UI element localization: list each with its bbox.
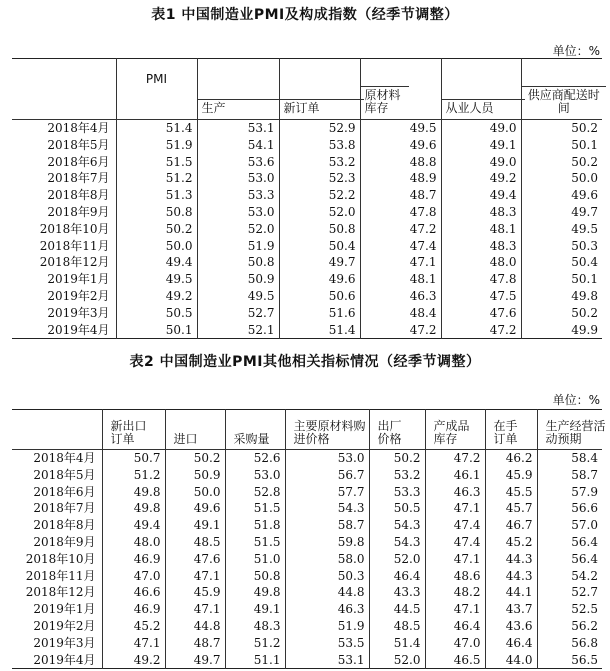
table-cell: 46.4	[425, 618, 485, 635]
table-row	[12, 652, 602, 669]
table-cell: 43.7	[485, 601, 537, 618]
table-cell: 57.9	[537, 484, 602, 501]
table1-col-header: 供应商配送时间	[521, 59, 602, 120]
table-cell: 58.7	[537, 467, 602, 484]
table-row	[12, 204, 602, 221]
table-cell: 46.3	[285, 601, 369, 618]
table-cell: 50.2	[521, 120, 602, 137]
table-cell: 51.9	[116, 137, 197, 154]
row-label: 2019年3月	[33, 635, 96, 650]
table-cell: 50.1	[521, 137, 602, 154]
table-cell: 46.5	[425, 652, 485, 669]
table-cell: 48.3	[441, 204, 521, 221]
table-cell: 50.3	[285, 568, 369, 585]
table-row	[12, 534, 602, 551]
table-cell: 52.9	[279, 120, 360, 137]
table1-col-header: 从业人员	[441, 59, 521, 120]
table-cell: 44.3	[485, 551, 537, 568]
table-cell: 54.1	[197, 137, 279, 154]
row-label: 2018年11月	[39, 238, 110, 253]
table-cell: 52.0	[369, 652, 425, 669]
table-cell: 44.5	[369, 601, 425, 618]
table-cell: 59.8	[285, 534, 369, 551]
row-label: 2019年2月	[47, 288, 110, 303]
table-cell: 46.4	[369, 568, 425, 585]
table-cell: 56.4	[537, 551, 602, 568]
table-cell: 56.4	[537, 534, 602, 551]
table-cell: 47.1	[102, 635, 165, 652]
table-cell: 48.9	[360, 170, 441, 187]
table-row	[12, 288, 602, 305]
table-cell: 53.3	[369, 484, 425, 501]
row-label: 2019年3月	[47, 305, 110, 320]
row-label: 2019年4月	[33, 652, 96, 667]
table-cell: 45.9	[485, 467, 537, 484]
table-cell: 48.0	[441, 254, 521, 271]
table-cell: 51.5	[225, 500, 285, 517]
table-cell: 54.3	[285, 500, 369, 517]
table-cell: 52.1	[197, 322, 279, 339]
table-cell: 51.9	[285, 618, 369, 635]
table-cell: 51.4	[279, 322, 360, 339]
table-cell: 49.5	[360, 120, 441, 137]
table-cell: 47.1	[425, 601, 485, 618]
table-cell: 49.2	[441, 170, 521, 187]
table-cell: 53.5	[285, 635, 369, 652]
table-cell: 52.6	[225, 450, 285, 467]
table-cell: 56.6	[537, 500, 602, 517]
table-cell: 54.3	[369, 534, 425, 551]
table-row	[12, 584, 602, 601]
table-cell: 50.1	[521, 271, 602, 288]
table-cell: 46.9	[102, 551, 165, 568]
table-cell: 47.1	[360, 254, 441, 271]
table-cell: 48.3	[441, 238, 521, 255]
table-cell: 53.1	[285, 652, 369, 669]
table-cell: 49.8	[225, 584, 285, 601]
table-cell: 52.8	[225, 484, 285, 501]
table-cell: 50.4	[521, 254, 602, 271]
table-cell: 50.5	[369, 500, 425, 517]
table-cell: 57.0	[537, 517, 602, 534]
row-label: 2018年7月	[33, 501, 96, 516]
row-label: 2018年9月	[33, 534, 96, 549]
table-cell: 47.0	[102, 568, 165, 585]
table-cell: 49.6	[165, 500, 225, 517]
table-cell: 49.4	[102, 517, 165, 534]
table-cell: 53.0	[225, 467, 285, 484]
table-cell: 48.5	[165, 534, 225, 551]
table-cell: 49.1	[165, 517, 225, 534]
table2-col-header: 出厂价格	[369, 410, 425, 450]
table1-col-header: 原材料库存	[360, 59, 441, 120]
table-cell: 44.8	[165, 618, 225, 635]
table2-col-header: 采购量	[225, 410, 285, 450]
table-cell: 49.6	[279, 271, 360, 288]
table1-title: 表1 中国制造业PMI及构成指数（经季节调整）	[151, 7, 459, 23]
table-cell: 49.8	[521, 288, 602, 305]
table-cell: 49.0	[441, 120, 521, 137]
table-cell: 47.1	[425, 500, 485, 517]
table-cell: 47.8	[360, 204, 441, 221]
table-cell: 46.7	[485, 517, 537, 534]
table-cell: 50.2	[521, 154, 602, 171]
table-cell: 48.2	[425, 584, 485, 601]
table-row	[12, 221, 602, 238]
table-cell: 52.2	[279, 187, 360, 204]
table2-col-header: 生产经营活动预期	[537, 410, 602, 450]
table-row	[12, 305, 602, 322]
table-cell: 49.7	[165, 652, 225, 669]
row-label: 2018年12月	[39, 255, 110, 270]
table2-unit: 单位：%	[552, 393, 600, 407]
table-cell: 49.7	[521, 204, 602, 221]
table-cell: 47.5	[441, 288, 521, 305]
table-cell: 50.5	[116, 305, 197, 322]
table-cell: 57.7	[285, 484, 369, 501]
table-cell: 49.5	[116, 271, 197, 288]
table-cell: 51.9	[197, 238, 279, 255]
table-cell: 47.0	[425, 635, 485, 652]
row-label: 2018年9月	[47, 204, 110, 219]
table-cell: 51.8	[225, 517, 285, 534]
table2	[12, 409, 606, 669]
table-cell: 47.4	[360, 238, 441, 255]
table-cell: 50.0	[521, 170, 602, 187]
table-cell: 52.7	[197, 305, 279, 322]
table-cell: 53.6	[197, 154, 279, 171]
table-row	[12, 601, 602, 618]
table-cell: 47.2	[441, 322, 521, 339]
table-cell: 47.1	[425, 551, 485, 568]
row-label: 2019年1月	[47, 272, 110, 287]
table-cell: 50.4	[279, 238, 360, 255]
table-cell: 46.6	[102, 584, 165, 601]
table-cell: 49.7	[279, 254, 360, 271]
table-cell: 58.4	[537, 450, 602, 467]
row-label: 2018年11月	[25, 568, 96, 583]
table1-unit: 单位：%	[552, 44, 600, 58]
table-row	[12, 484, 602, 501]
table-cell: 48.1	[441, 221, 521, 238]
table-row	[12, 551, 602, 568]
table-row	[12, 254, 602, 271]
table-cell: 50.8	[116, 204, 197, 221]
table-cell: 50.2	[165, 450, 225, 467]
table-cell: 44.8	[285, 584, 369, 601]
table-cell: 52.7	[537, 584, 602, 601]
table-cell: 49.4	[441, 187, 521, 204]
row-label: 2018年10月	[39, 221, 110, 236]
table-cell: 49.0	[441, 154, 521, 171]
table-cell: 51.4	[369, 635, 425, 652]
table-cell: 48.5	[369, 618, 425, 635]
table-cell: 54.2	[537, 568, 602, 585]
table-row	[12, 238, 602, 255]
table-cell: 48.7	[360, 187, 441, 204]
table-cell: 51.2	[102, 467, 165, 484]
table2-title: 表2 中国制造业PMI其他相关指标情况（经季节调整）	[129, 354, 481, 370]
table-cell: 51.4	[116, 120, 197, 137]
table-cell: 46.9	[102, 601, 165, 618]
table-cell: 50.2	[116, 221, 197, 238]
table-cell: 49.2	[102, 652, 165, 669]
table-cell: 48.6	[425, 568, 485, 585]
table-cell: 49.8	[102, 484, 165, 501]
table-cell: 48.0	[102, 534, 165, 551]
row-label: 2018年6月	[33, 484, 96, 499]
table-row	[12, 137, 602, 154]
table-cell: 58.7	[285, 517, 369, 534]
table-cell: 47.8	[441, 271, 521, 288]
table-cell: 50.9	[165, 467, 225, 484]
table-cell: 53.8	[279, 137, 360, 154]
table-cell: 51.6	[279, 305, 360, 322]
table-cell: 45.9	[165, 584, 225, 601]
table-cell: 56.2	[537, 618, 602, 635]
table2-corner	[12, 410, 102, 450]
table-cell: 45.2	[102, 618, 165, 635]
table-cell: 49.5	[521, 221, 602, 238]
table-cell: 46.3	[425, 484, 485, 501]
table-row	[12, 154, 602, 171]
table-cell: 50.3	[521, 238, 602, 255]
table1-col-header: PMI	[116, 59, 197, 120]
table-cell: 48.8	[360, 154, 441, 171]
table-cell: 43.6	[485, 618, 537, 635]
table-cell: 44.1	[485, 584, 537, 601]
row-label: 2018年10月	[25, 551, 96, 566]
table-cell: 49.6	[360, 137, 441, 154]
table-row	[12, 635, 602, 652]
table-cell: 47.2	[360, 221, 441, 238]
table-cell: 56.7	[285, 467, 369, 484]
table-cell: 50.8	[197, 254, 279, 271]
table-cell: 53.0	[197, 204, 279, 221]
table-cell: 53.2	[369, 467, 425, 484]
table-cell: 47.6	[165, 551, 225, 568]
table-cell: 48.1	[360, 271, 441, 288]
table-row	[12, 120, 602, 137]
row-label: 2018年8月	[47, 188, 110, 203]
table-row	[12, 517, 602, 534]
table-cell: 50.6	[279, 288, 360, 305]
table-cell: 43.3	[369, 584, 425, 601]
row-label: 2018年4月	[33, 451, 96, 465]
table-row	[12, 322, 602, 339]
table-cell: 52.0	[279, 204, 360, 221]
row-label: 2018年7月	[47, 171, 110, 186]
table-cell: 52.5	[537, 601, 602, 618]
table-row	[12, 568, 602, 585]
table-row	[12, 187, 602, 204]
table-cell: 50.0	[165, 484, 225, 501]
table-cell: 51.1	[225, 652, 285, 669]
table2-col-header: 产成品库存	[425, 410, 485, 450]
row-label: 2018年8月	[33, 518, 96, 533]
row-label: 2018年5月	[47, 137, 110, 152]
table1-col-header: 生产	[197, 59, 279, 120]
table-cell: 44.3	[485, 568, 537, 585]
table-cell: 48.3	[225, 618, 285, 635]
table-cell: 49.1	[225, 601, 285, 618]
table-cell: 47.2	[360, 322, 441, 339]
table-cell: 50.7	[102, 450, 165, 467]
table-row	[12, 271, 602, 288]
table-cell: 51.2	[116, 170, 197, 187]
table1	[12, 58, 602, 339]
table-cell: 44.0	[485, 652, 537, 669]
table-cell: 53.2	[279, 154, 360, 171]
table-cell: 50.9	[197, 271, 279, 288]
table-cell: 46.1	[425, 467, 485, 484]
table-cell: 47.4	[425, 517, 485, 534]
table-cell: 50.0	[116, 238, 197, 255]
table-cell: 49.4	[116, 254, 197, 271]
table-cell: 47.2	[425, 450, 485, 467]
table-cell: 51.0	[225, 551, 285, 568]
row-label: 2019年2月	[33, 618, 96, 633]
table-cell: 53.0	[197, 170, 279, 187]
table-cell: 47.1	[165, 568, 225, 585]
table-cell: 47.1	[165, 601, 225, 618]
table2-col-header: 新出口订单	[102, 410, 165, 450]
row-label: 2019年4月	[47, 322, 110, 337]
table-cell: 50.1	[116, 322, 197, 339]
table2-col-header: 主要原材料购进价格	[285, 410, 369, 450]
table-cell: 50.2	[521, 305, 602, 322]
table-cell: 46.2	[485, 450, 537, 467]
table-cell: 48.7	[165, 635, 225, 652]
table2-col-header: 进口	[165, 410, 225, 450]
table-cell: 50.2	[369, 450, 425, 467]
table-cell: 46.4	[485, 635, 537, 652]
table-cell: 47.6	[441, 305, 521, 322]
table-cell: 47.4	[425, 534, 485, 551]
table1-col-header: 新订单	[279, 59, 360, 120]
table-cell: 49.5	[197, 288, 279, 305]
row-label: 2018年6月	[47, 154, 110, 169]
table-cell: 49.2	[116, 288, 197, 305]
table-cell: 54.3	[369, 517, 425, 534]
table-cell: 51.5	[225, 534, 285, 551]
table-cell: 58.0	[285, 551, 369, 568]
table-cell: 56.8	[537, 635, 602, 652]
table-cell: 48.4	[360, 305, 441, 322]
table-cell: 51.2	[225, 635, 285, 652]
table-cell: 45.2	[485, 534, 537, 551]
table-cell: 45.7	[485, 500, 537, 517]
row-label: 2018年5月	[33, 467, 96, 482]
table-cell: 51.3	[116, 187, 197, 204]
table-row	[12, 450, 602, 467]
table-row	[12, 500, 602, 517]
table1-corner	[12, 59, 116, 120]
table2-col-header: 在手订单	[485, 410, 537, 450]
table-cell: 52.3	[279, 170, 360, 187]
table-cell: 53.0	[285, 450, 369, 467]
row-label: 2018年4月	[47, 121, 110, 135]
table-cell: 56.5	[537, 652, 602, 669]
table-row	[12, 467, 602, 484]
row-label: 2019年1月	[33, 602, 96, 617]
row-label: 2018年12月	[25, 585, 96, 600]
table-cell: 52.0	[197, 221, 279, 238]
table-cell: 50.8	[279, 221, 360, 238]
table-row	[12, 618, 602, 635]
table-cell: 49.6	[521, 187, 602, 204]
table-cell: 49.9	[521, 322, 602, 339]
table-cell: 49.1	[441, 137, 521, 154]
table-cell: 53.1	[197, 120, 279, 137]
table-cell: 53.3	[197, 187, 279, 204]
table-cell: 46.3	[360, 288, 441, 305]
table-cell: 52.0	[369, 551, 425, 568]
table-cell: 50.8	[225, 568, 285, 585]
table-cell: 51.5	[116, 154, 197, 171]
table-cell: 49.8	[102, 500, 165, 517]
table-cell: 45.5	[485, 484, 537, 501]
table-row	[12, 170, 602, 187]
